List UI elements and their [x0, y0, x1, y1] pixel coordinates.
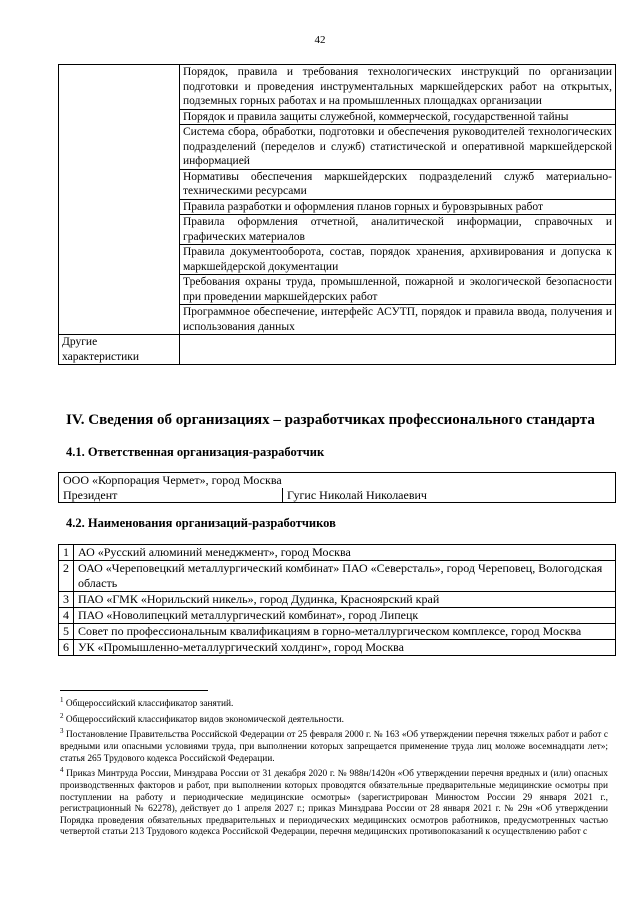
- developer-number: 2: [59, 561, 74, 592]
- footnote: [60, 765, 608, 839]
- developer-name: ОАО «Череповецкий металлургический комбинат» ПАО «Северсталь», город Череповец, Вологодская область: [74, 561, 616, 592]
- table-row: [59, 545, 616, 561]
- developer-number: 4: [59, 608, 74, 624]
- table-cell-empty: [59, 65, 180, 335]
- table-row: [59, 335, 616, 365]
- table-row: [59, 473, 616, 488]
- other-characteristics-label: Другие характеристики: [59, 335, 180, 365]
- knowledge-item: Правила оформления отчетной, аналитической информации, справочных и графических материалов: [180, 215, 616, 245]
- developer-number: 3: [59, 592, 74, 608]
- knowledge-item: Правила разработки и оформления планов горных и буровзрывных работ: [180, 199, 616, 215]
- table-row: [59, 65, 616, 110]
- table-row: [59, 640, 616, 656]
- footnote-text: Общероссийский классификатор видов экономической деятельности.: [65, 714, 345, 725]
- page-number: 42: [314, 34, 326, 46]
- footnote-text: Постановление Правительства Российской Федерации от 25 февраля 2000 г. № 163 «Об утверждении перечня тяжелых работ и работ с вредными или опасными условиями труда, при выполнении которых запрещается применение труда лиц моложе восемнадцати лет»; статья 265 Трудового кодекса Российской Федерации.: [60, 730, 608, 764]
- footnote-divider: [60, 690, 208, 691]
- footnote-mark: 2: [60, 711, 64, 720]
- knowledge-item: Нормативы обеспечения маркшейдерских подразделений служб материально-техническими ресурсами: [180, 169, 616, 199]
- subsection-title-developers: 4.2. Наименования организаций-разработчиков: [66, 516, 336, 530]
- developer-name: ПАО «Новолипецкий металлургический комбинат», город Липецк: [74, 608, 616, 624]
- knowledge-item: Программное обеспечение, интерфейс АСУТП, порядок и правила ввода, получения и использования данных: [180, 305, 616, 335]
- knowledge-item: Порядок, правила и требования технологических инструкций по организации подготовки и проведения инструментальных маркшейдерских работ на открытых, подземных горных работах и на промышленных площадках организации: [180, 65, 616, 110]
- developers-table: [58, 544, 616, 656]
- table-row: [59, 624, 616, 640]
- footnote-mark: 1: [60, 696, 64, 704]
- table-row: [59, 592, 616, 608]
- developer-name: УК «Промышленно-металлургический холдинг», город Москва: [74, 640, 616, 656]
- footnote-text: Общероссийский классификатор занятий.: [65, 699, 234, 710]
- knowledge-item: Система сбора, обработки, подготовки и обеспечения руководителей технологических подразделений (переделов и служб) статистической и оперативной маркшейдерской информацией: [180, 125, 616, 170]
- developer-number: 6: [59, 640, 74, 656]
- developer-name: ПАО «ГМК «Норильский никель», город Дудинка, Красноярский край: [74, 592, 616, 608]
- footnote: [60, 726, 608, 765]
- responsible-person: Гугис Николай Николаевич: [283, 488, 616, 503]
- developer-name: АО «Русский алюминий менеджмент», город Москва: [74, 545, 616, 561]
- table-row: [59, 488, 616, 503]
- developer-number: 1: [59, 545, 74, 561]
- footnotes: [60, 695, 608, 839]
- other-characteristics-value: [180, 335, 616, 365]
- footnote-text: Приказ Минтруда России, Минздрава России от 31 декабря 2020 г. № 988н/1420н «Об утверждении перечня вредных и (или) опасных производственных факторов и работ, при выполнении которых проводятся обязательные предварительные медицинские осмотры при поступлении на работу и периодические медицинские осмотры» (зарегистрирован Минюстом России 29 января 2021 г., регистрационный № 62278), действует до 1 апреля 2027 г.; приказ Минздрава России от 28 января 2021 г. № 29н «Об утверждении Порядка проведения обязательных предварительных и периодических медицинских осмотров работников, предусмотренных частью четвертой статьи 213 Трудового кодекса Российской Федерации, перечня медицинских противопоказаний к осуществлению работ с: [60, 769, 608, 838]
- table-row: [59, 608, 616, 624]
- footnote: [60, 711, 608, 727]
- footnote-mark: 3: [60, 727, 64, 736]
- developer-name: Совет по профессиональным квалификациям в горно-металлургическом комплексе, город Москва: [74, 624, 616, 640]
- section-title: IV. Сведения об организациях – разработчиках профессионального стандарта: [66, 412, 595, 428]
- knowledge-table: [58, 64, 616, 365]
- footnote-mark: 4: [60, 766, 64, 775]
- table-row: [59, 561, 616, 592]
- knowledge-item: Требования охраны труда, промышленной, пожарной и экологической безопасности при проведении маркшейдерских работ: [180, 275, 616, 305]
- responsible-org-table: [58, 472, 616, 503]
- knowledge-item: Правила документооборота, состав, порядок хранения, архивирования и допуска к маркшейдерской документации: [180, 245, 616, 275]
- subsection-title-responsible: 4.1. Ответственная организация-разработчик: [66, 445, 325, 459]
- responsible-org-name: ООО «Корпорация Чермет», город Москва: [59, 473, 616, 488]
- responsible-position: Президент: [59, 488, 283, 503]
- developer-number: 5: [59, 624, 74, 640]
- knowledge-item: Порядок и правила защиты служебной, коммерческой, государственной тайны: [180, 109, 616, 125]
- footnote: [60, 695, 608, 711]
